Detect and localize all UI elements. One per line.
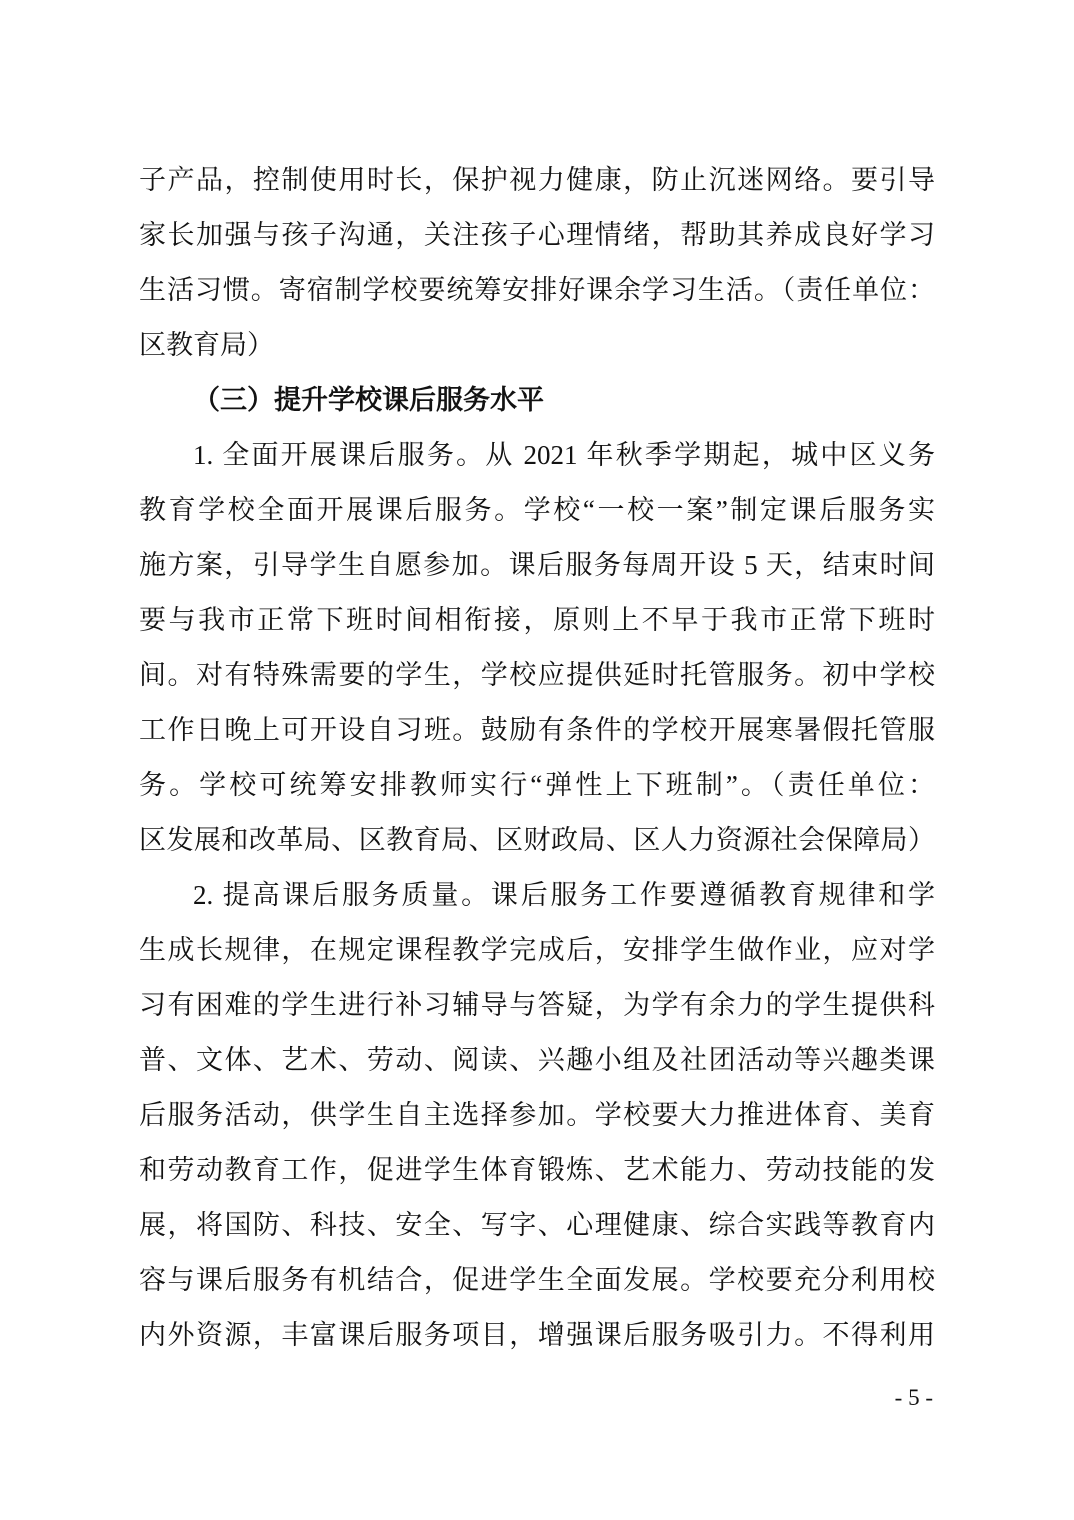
text-line: 教育学校全面开展课后服务。学校“一校一案”制定课后服务实 (139, 495, 935, 525)
text-line: 展，将国防、科技、安全、写字、心理健康、综合实践等教育内 (139, 1210, 935, 1240)
page-number: - 5 - (894, 1385, 933, 1410)
text-line: 普、文体、艺术、劳动、阅读、兴趣小组及社团活动等兴趣类课 (139, 1045, 935, 1075)
text-line: 内外资源，丰富课后服务项目，增强课后服务吸引力。不得利用 (139, 1320, 935, 1350)
text-line: 要与我市正常下班时间相衔接，原则上不早于我市正常下班时 (139, 605, 935, 635)
section-heading: （三）提升学校课后服务水平 (193, 385, 544, 415)
text-line: 家长加强与孩子沟通，关注孩子心理情绪，帮助其养成良好学习 (139, 220, 935, 250)
text-line: 2. 提高课后服务质量。课后服务工作要遵循教育规律和学 (193, 880, 935, 910)
text-line: 子产品，控制使用时长，保护视力健康，防止沉迷网络。要引导 (139, 165, 935, 195)
text-line: 生成长规律，在规定课程教学完成后，安排学生做作业，应对学 (139, 935, 935, 965)
text-line: 1. 全面开展课后服务。从 2021 年秋季学期起，城中区义务 (193, 440, 935, 470)
text-line: 习有困难的学生进行补习辅导与答疑，为学有余力的学生提供科 (139, 990, 935, 1020)
text-line: 容与课后服务有机结合，促进学生全面发展。学校要充分利用校 (139, 1265, 935, 1295)
document-body (139, 153, 935, 1363)
text-line: 区发展和改革局、区教育局、区财政局、区人力资源社会保障局） (139, 825, 935, 855)
text-line: 区教育局） (139, 330, 274, 360)
text-line: 和劳动教育工作，促进学生体育锻炼、艺术能力、劳动技能的发 (139, 1155, 935, 1185)
text-line: 工作日晚上可开设自习班。鼓励有条件的学校开展寒暑假托管服 (139, 715, 935, 745)
text-line: 施方案，引导学生自愿参加。课后服务每周开设 5 天，结束时间 (139, 550, 935, 580)
text-line: 后服务活动，供学生自主选择参加。学校要大力推进体育、美育 (139, 1100, 935, 1130)
text-line: 务。学校可统筹安排教师实行“弹性上下班制”。（责任单位： (139, 770, 935, 800)
text-line: 生活习惯。寄宿制学校要统筹安排好课余学习生活。（责任单位： (139, 275, 935, 305)
text-line: 间。对有特殊需要的学生，学校应提供延时托管服务。初中学校 (139, 660, 935, 690)
